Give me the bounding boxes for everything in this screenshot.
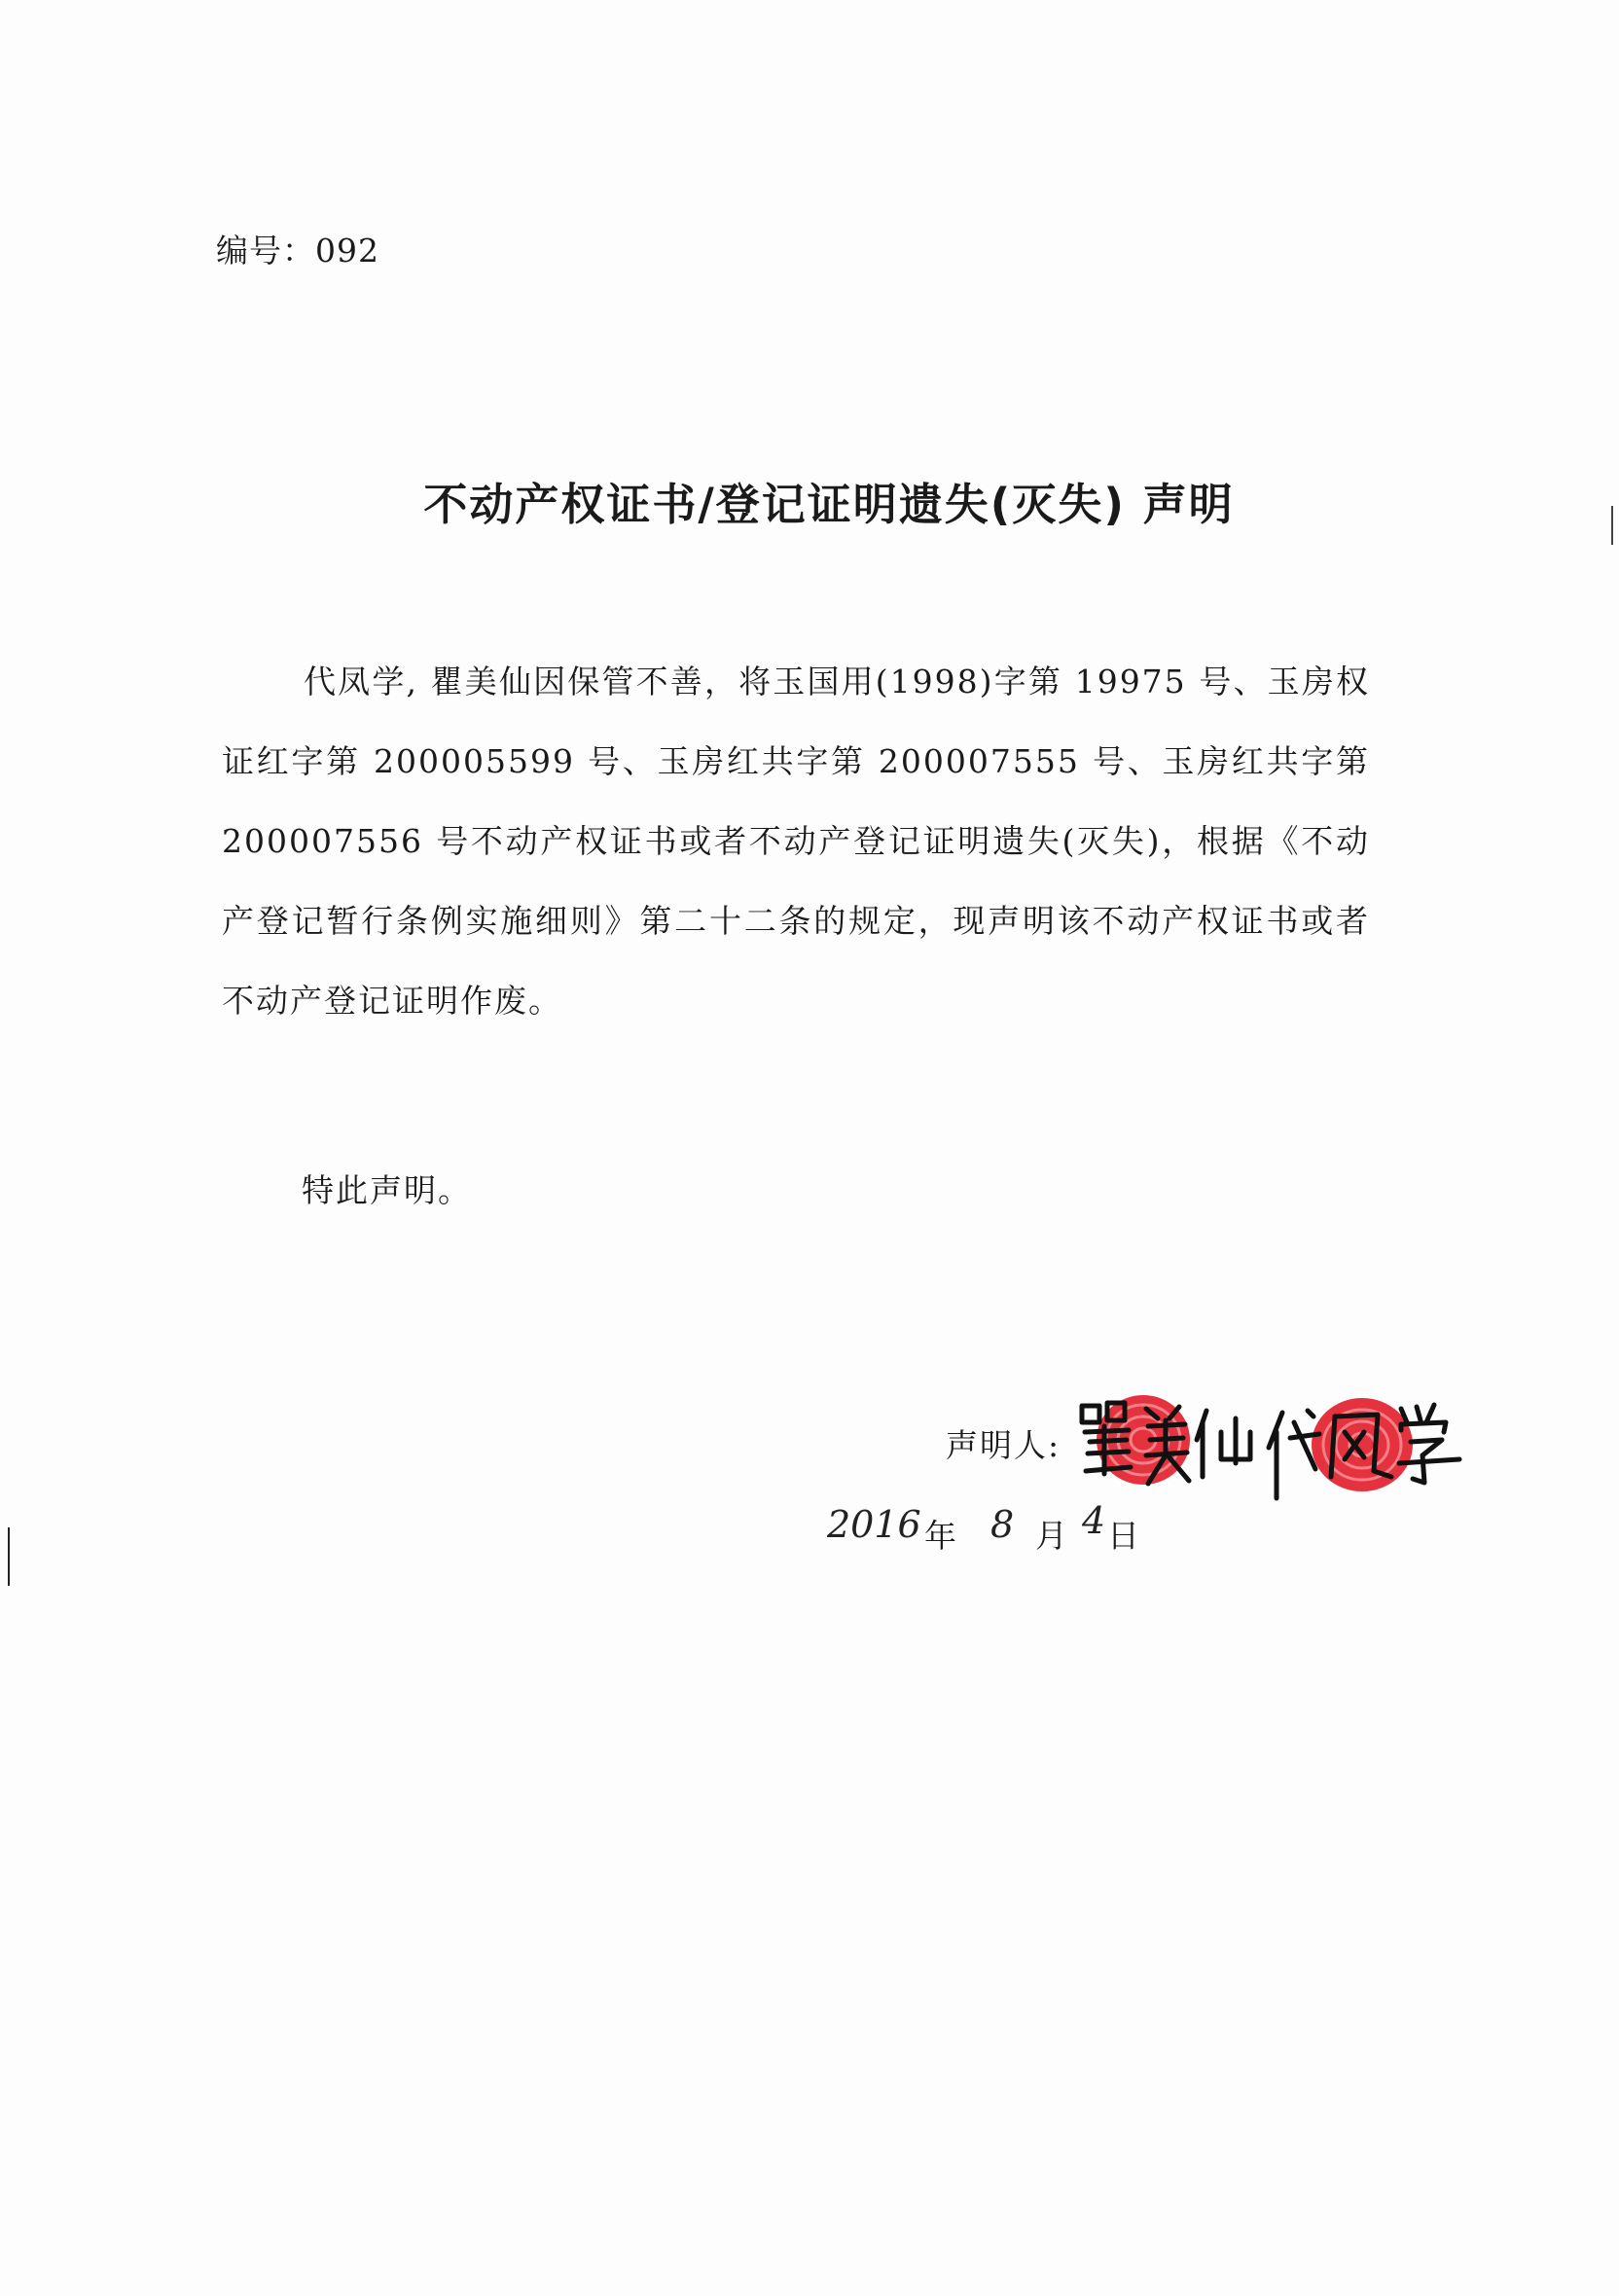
declarant-label: 声明人: [946,1426,1061,1464]
document-title: 不动产权证书/登记证明遗失(灭失) 声明 [423,479,1235,530]
closing-statement: 特此声明。 [302,1171,472,1209]
date-year-char: 年 [924,1517,956,1555]
signature-seal-graphic [1061,1362,1489,1508]
signature-date [827,1499,1158,1561]
date-month-handwritten: 8 [990,1503,1015,1546]
scan-edge-mark [8,1527,10,1586]
date-month-char: 月 [1035,1517,1067,1555]
date-year-handwritten: 2016 [827,1503,921,1546]
document-number: 编号：092 [216,232,379,269]
date-day-handwritten: 4 [1082,1499,1106,1542]
date-day-char: 日 [1107,1517,1139,1555]
declaration-paragraph: 代凤学, 瞿美仙因保管不善，将玉国用(1998)字第 19975 号、玉房权证红字第 200005599 号、玉房红共字第 200007555 号、玉房红共字第 200007556 号不动产权证书或者不动产登记证明遗失(灭失)，根据《不动产登记暂行条例实施细则》第二十二条的规定，现声明该不动产权证书或者不动产登记证明作废。 [222,663,1370,1020]
handwritten-signature [1061,1362,1489,1508]
